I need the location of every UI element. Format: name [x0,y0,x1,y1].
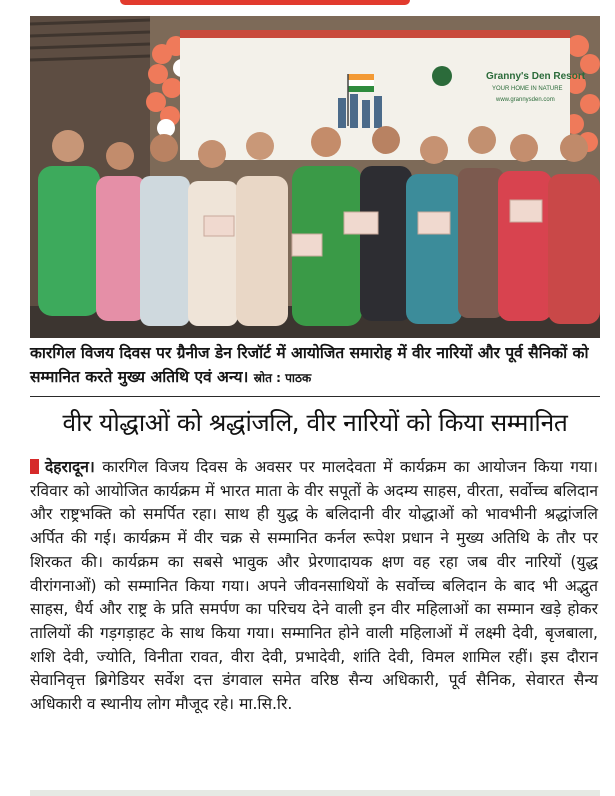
event-photo-illustration [30,16,600,338]
resort-banner-tagline: YOUR HOME IN NATURE [492,86,563,92]
article-body [30,456,598,717]
photo-caption [30,341,600,390]
resort-banner-url: www.grannysden.com [496,97,555,103]
page-top-strip [0,0,615,8]
caption-text: कारगिल विजय दिवस पर ग्रैनीज डेन रिजॉर्ट में आयोजित समारोह में वीर नारियों और पूर्व सैनिकों को सम्मानित करते मुख्य अतिथि एवं अन्य। [30,344,589,386]
news-photo [30,16,600,338]
section-tab [120,0,410,5]
caption-credit: स्रोत : पाठक [253,371,312,385]
page-bottom-strip [30,790,600,796]
resort-banner-name: Granny's Den Resort [486,71,586,82]
article-byline: मा.सि.रि. [239,695,293,714]
dateline-marker [30,459,39,474]
article-body-text: कारगिल विजय दिवस के अवसर पर मालदेवता में कार्यक्रम का आयोजन किया गया। रविवार को आयोजित कार्यक्रम में भारत माता के वीर सपूतों के अदम्य साहस, वीरता, सर्वोच्च बलिदान और राष्ट्रभक्ति को समर्पित रहा। साथ ही युद्ध के बलिदानी वीर योद्धाओं को भावभीनी श्रद्धांजलि अर्पित की गई। कार्यक्रम में वीर चक्र से सम्मानित कर्नल रूपेश प्रधान ने मुख्य अतिथि के तौर पर शिरकत की। कार्यक्रम का सबसे भावुक और प्रेरणादायक क्षण वह रहा जब वीर नारियों (युद्ध वीरांगनाओं) को सम्मानित किया गया। अपने जीवनसाथियों के सर्वोच्च बलिदान के बाद भी अद्भुत साहस, धैर्य और राष्ट्र के प्रति समर्पण का परिचय देने वाली इन वीर महिलाओं का सम्मान खड़े होकर तालियों की गड़गड़ाहट के साथ किया गया। सम्मानित होने वाली महिलाओं में लक्ष्मी देवी, बृजबाला, शशि देवी, ज्योति, विनीता रावत, वीरा देवी, प्रभादेवी, शांति देवी, विमल शामिल रहीं। इस दौरान सेवानिवृत्त ब्रिगेडियर सर्वेश दत्त डंगवाल समेत वरिष्ठ सैन्य अधिकारी, पूर्व सैनिक, सेवारत सैन्य अधिकारी व स्थानीय लोग मौजूद रहे। [30,458,598,714]
caption-divider [30,396,600,397]
article-dateline: देहरादून। [45,458,95,476]
article-headline: वीर योद्धाओं को श्रद्धांजलि, वीर नारियों को किया सम्मानित [62,408,568,437]
